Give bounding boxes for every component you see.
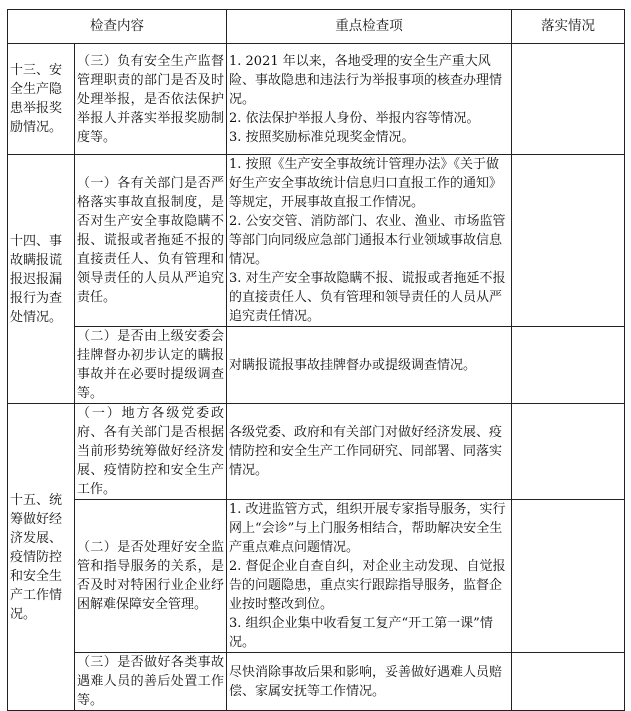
key-items-cell xyxy=(227,653,512,711)
section-title: 十三、安全生产隐患举报奖励情况。 xyxy=(8,44,75,155)
key-item: 3. 按照奖励标准兑现奖金情况。 xyxy=(229,129,415,145)
section-title: 十五、统筹做好经济发展、疫情防控和安全生产工作情况。 xyxy=(8,404,75,711)
table-row xyxy=(8,500,625,653)
key-item: 1. 按照《生产安全事故统计管理办法》《关于做好生产安全事故统计信息归口直报工作的通知》等规定，开展事故直报工作情况。 xyxy=(229,157,503,210)
table-row xyxy=(8,155,625,327)
key-items-cell xyxy=(227,327,512,404)
table-row xyxy=(8,44,625,155)
implementation-cell[interactable] xyxy=(512,327,625,404)
key-items-cell xyxy=(227,155,512,327)
sub-item-text: （二）是否处理好安全监管和指导服务的关系，是否及时对特困行业企业纾困解难保障安全管理。 xyxy=(75,500,227,653)
key-item: 3. 组织企业集中收看复工复产“开工第一课”情况。 xyxy=(229,616,493,650)
table-row xyxy=(8,653,625,711)
key-item: 1. 改进监管方式，组织开展专家指导服务，实行网上“会诊”与上门服务相结合，帮助解决安全生产重点难点问题情况。 xyxy=(229,502,506,555)
sub-item-text: （三）负有安全生产监督管理职责的部门是否及时处理举报，是否依法保护举报人并落实举报奖励制度等。 xyxy=(75,44,227,155)
header-row xyxy=(8,10,625,44)
implementation-cell[interactable] xyxy=(512,44,625,155)
table-row xyxy=(8,404,625,500)
key-item: 各级党委、政府和有关部门对做好经济发展、疫情防控和安全生产工作同研究、同部署、同落实情况。 xyxy=(229,425,503,478)
key-items-cell xyxy=(227,44,512,155)
table-row xyxy=(8,327,625,404)
sub-item-text: （一）各有关部门是否严格落实事故直报制度，是否对生产安全事故隐瞒不报、谎报或者拖延不报的直接责任人、负有管理和领导责任的人员从严追究责任。 xyxy=(75,155,227,327)
sub-item-text: （二）是否由上级安委会挂牌督办初步认定的瞒报事故并在必要时提级调查等。 xyxy=(75,327,227,404)
key-item: 2. 依法保护举报人身份、举报内容等情况。 xyxy=(229,110,480,126)
header-key-items: 重点检查项 xyxy=(227,10,512,44)
header-implementation: 落实情况 xyxy=(512,10,625,44)
key-item: 对瞒报谎报事故挂牌督办或提级调查情况。 xyxy=(229,357,477,373)
sub-item-text: （三）是否做好各类事故遇难人员的善后处置工作等。 xyxy=(75,653,227,711)
key-items-cell xyxy=(227,500,512,653)
sub-item-text: （一）地方各级党委政府、各有关部门是否根据当前形势统筹做好经济发展、疫情防控和安全生产工作。 xyxy=(75,404,227,500)
key-item: 2. 督促企业自查自纠，对企业主动发现、自觉报告的问题隐患，重点实行跟踪指导服务，监督企业按时整改到位。 xyxy=(229,559,506,612)
key-item: 2. 公安交管、消防部门、农业、渔业、市场监管等部门向同级应急部门通报本行业领域事故信息情况。 xyxy=(229,214,506,267)
key-items-cell xyxy=(227,404,512,500)
key-item: 1. 2021 年以来，各地受理的安全生产重大风险、事故隐患和违法行为举报事项的核查办理情况。 xyxy=(229,53,503,107)
implementation-cell[interactable] xyxy=(512,653,625,711)
implementation-cell[interactable] xyxy=(512,500,625,653)
header-content: 检查内容 xyxy=(8,10,227,44)
section-title: 十四、事故瞒报谎报迟报漏报行为查处情况。 xyxy=(8,155,75,404)
inspection-table xyxy=(7,9,625,711)
key-item: 3. 对生产安全事故隐瞒不报、谎报或者拖延不报的直接责任人、负有管理和领导责任的人员从严追究责任情况。 xyxy=(229,271,506,324)
implementation-cell[interactable] xyxy=(512,155,625,327)
implementation-cell[interactable] xyxy=(512,404,625,500)
key-item: 尽快消除事故后果和影响，妥善做好遇难人员赔偿、家属安抚等工作情况。 xyxy=(229,664,503,699)
